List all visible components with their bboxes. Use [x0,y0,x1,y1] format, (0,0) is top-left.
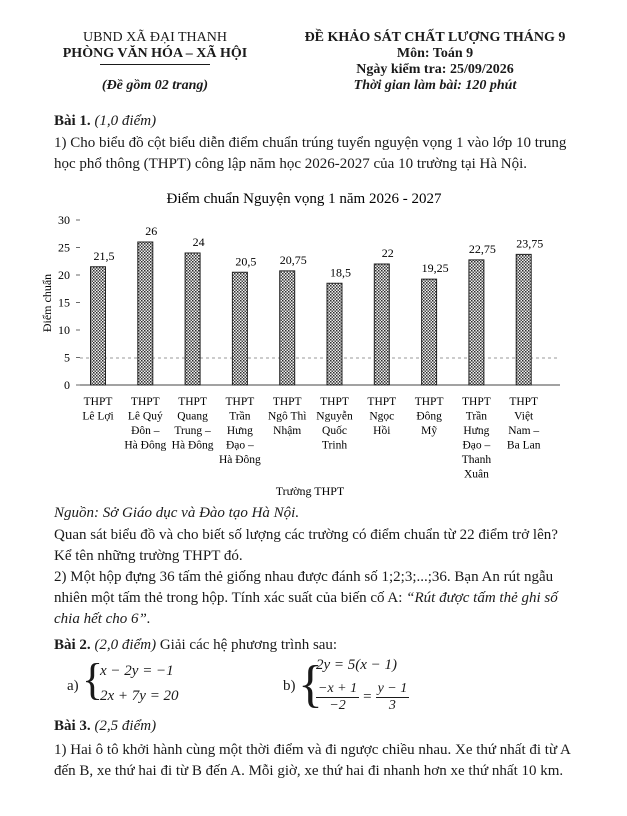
y-tick-label: 0 [64,378,70,392]
x-category-label-line: Mỹ [421,425,438,437]
x-category-label-line: THPT [225,396,255,408]
bai2-prompt: Giải các hệ phương trình sau: [159,637,338,653]
x-category-label-line: Lê Lợi [82,410,114,423]
x-category-label-line: Hà Đông [124,439,167,452]
x-category-label-line: Đôn – [131,425,160,437]
x-category-label-line: Ba Lan [506,439,541,452]
y-tick-label: 15 [58,295,70,310]
bai3-points: (2,5 điểm) [94,718,157,734]
x-category-label [172,396,214,452]
y-tick-label: 30 [58,213,70,227]
system-b-right-denominator: 3 [388,698,396,713]
bai1-question-1: 1) Cho biểu đồ cột biểu diễn điểm chuẩn trúng tuyển nguyện vọng 1 vào lớp 10 trung học phổ thông (THPT) công lập năm học 2026-2027 của 10 trường tại Hà Nội. [54,135,567,172]
bar-value-label: 18,5 [330,265,351,280]
x-category-label-line: Hồi [373,425,391,437]
x-category-label-line: Quốc [322,425,347,437]
exam-date: Ngày kiểm tra: 25/09/2026 [356,62,514,77]
chart-x-axis-label: Trường THPT [275,484,345,498]
x-category-label-line: Nguyễn [316,410,353,423]
x-category-label-line: Quang [177,410,208,423]
x-category-label-line: Nhậm [273,425,302,437]
bai3-question-1: 1) Hai ô tô khởi hành cùng một thời điểm và đi ngược chiều nhau. Xe thứ nhất đi từ A đến B, xe thứ hai đi từ B đến A. Mỗi giờ, xe thứ hai đi nhanh hơn xe thứ nhất 10 km. [54,742,571,779]
system-b-label: b) [283,678,296,694]
x-category-label [82,396,113,423]
bar-10 [516,254,531,385]
bar-2 [138,242,153,385]
system-a-label: a) [67,678,79,694]
x-category-label-line: Thanh [461,454,492,466]
y-tick-label: 10 [58,323,70,337]
x-category-label-line: Đông [416,410,442,423]
x-category-label-line: Lê Quý [127,410,163,423]
bar-value-label: 22,75 [468,241,496,256]
x-category-label [316,396,353,452]
bar-1 [91,267,106,385]
x-category-label-line: Trung – [174,425,211,437]
x-category-label-line: Việt [514,410,534,423]
x-category-label-line: THPT [272,396,302,408]
chart-y-axis-label: Điểm chuẩn [40,273,54,333]
system-b-right-numerator: y − 1 [377,681,408,696]
x-category-label-line: THPT [462,396,491,408]
pages-note: (Đề gồm 02 trang) [101,78,209,93]
x-category-label-line: Trinh [321,439,348,452]
bai1-points: (1,0 điểm) [94,113,157,129]
x-category-label [415,396,444,437]
chart-title: Điểm chuẩn Nguyện vọng 1 năm 2026 - 2027 [166,191,442,207]
x-category-label-line: THPT [83,396,113,408]
authority-name: UBND XÃ ĐẠI THANH [82,30,227,45]
x-category-label [219,396,261,466]
system-a-equation-2: 2x + 7y = 20 [100,688,179,704]
exam-subject: Môn: Toán 9 [396,46,474,61]
bar-value-label: 21,5 [93,248,115,263]
system-b-equals: = [363,689,372,705]
x-category-label-line: THPT [178,396,207,408]
exam-duration: Thời gian làm bài: 120 phút [353,78,517,93]
x-category-label-line: Hưng [226,425,253,437]
system-b-right-fraction [376,681,410,714]
system-a-equation-1: x − 2y = −1 [100,663,174,679]
bar-9 [469,260,484,385]
x-category-label-line: Đạo – [226,439,254,452]
bai1-question-2-event: “Rút được tấm thẻ ghi số chia hết cho 6”. [54,590,558,627]
system-a-brace: { [82,655,104,704]
x-category-label-line: THPT [367,396,397,408]
x-category-label-line: Hà Đông [171,439,214,452]
department-name: PHÒNG VĂN HÓA – XÃ HỘI [62,46,248,61]
exam-title: ĐỀ KHẢO SÁT CHẤT LƯỢNG THÁNG 9 [304,30,566,45]
bar-8 [422,279,437,385]
x-category-label-line: THPT [320,396,349,408]
y-tick-label: 25 [58,240,70,255]
bar-value-label: 26 [145,224,158,238]
x-category-label-line: Ngô Thì [267,410,307,423]
bar-value-label: 20,75 [279,252,307,267]
bai2-label: Bài 2. [54,637,91,653]
x-category-label [268,396,306,437]
system-b-left-denominator: −2 [329,698,346,713]
system-b-brace: { [298,656,323,713]
bai3-label: Bài 3. [54,718,91,734]
bar-4 [232,272,247,385]
x-category-label-line: Xuân [463,468,489,481]
x-category-label-line: THPT [509,396,539,408]
bar-value-label: 20,5 [235,254,257,269]
x-category-label-line: Hà Đông [218,454,261,466]
bai1-question-2 [54,567,574,630]
x-category-label-line: Nam – [508,425,540,437]
x-category-label-line: THPT [414,396,444,408]
system-b-left-numerator: −x + 1 [318,681,358,696]
x-category-label-line: Ngọc [369,410,395,423]
x-category-label-line: Trần [465,410,488,423]
x-category-label-line: Hưng [463,425,490,437]
bar-value-label: 23,75 [516,236,544,251]
x-category-label [124,396,166,452]
y-tick-label: 20 [58,268,70,282]
bai3-heading [54,718,156,735]
system-b-equation-1: 2y = 5(x − 1) [316,657,398,673]
bar-3 [185,253,200,385]
x-category-label [367,396,396,437]
bai2-heading [54,637,337,654]
bai2-points: (2,0 điểm) [94,637,157,653]
bar-6 [327,283,342,385]
bar-7 [374,264,389,385]
system-b-equation-2 [316,681,409,714]
chart-source: Nguồn: Sở Giáo dục và Đào tạo Hà Nội. [54,505,300,521]
bai1-label: Bài 1. [54,113,91,129]
bar-5 [280,271,295,385]
x-category-label-line: Đạo – [462,439,491,452]
bar-value-label: 22 [381,246,394,260]
x-category-label-line: Trần [229,410,251,423]
y-tick-label: 5 [64,350,70,365]
bai1-question-1-ask: Quan sát biểu đồ và cho biết số lượng các trường có điểm chuẩn từ 22 điểm trở lên? Kể tên những trường THPT đó. [54,527,558,564]
x-category-label [462,396,492,481]
bar-value-label: 24 [192,235,205,249]
x-category-label [507,396,541,452]
bai1-question-2-text: 2) Một hộp đựng 36 tấm thẻ giống nhau được đánh số 1;2;3;...;36. Bạn An rút ngẫu nhiên một tấm thẻ trong hộp. Tính xác suất của biến cố A: [54,569,554,606]
system-b-left-fraction [316,681,359,714]
bar-value-label: 19,25 [421,261,449,276]
x-category-label-line: THPT [130,396,160,408]
